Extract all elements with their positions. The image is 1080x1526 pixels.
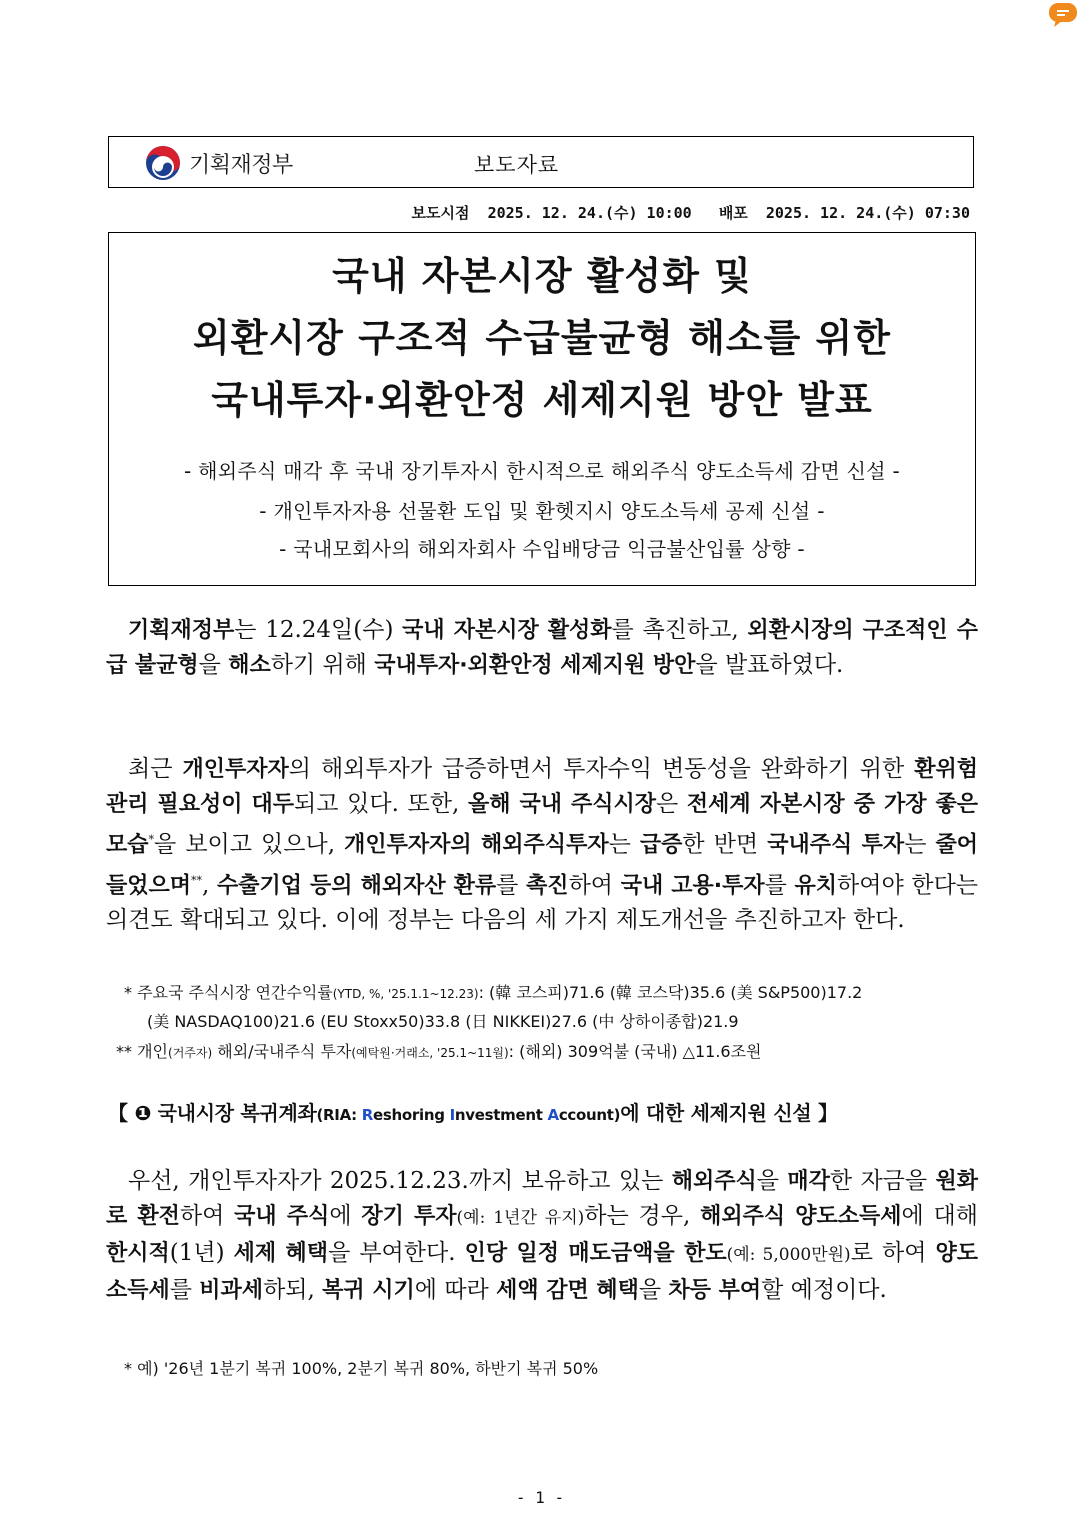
text: 을 발표하였다. xyxy=(695,652,844,678)
title-line-2: 외환시장 구조적 수급불균형 해소를 위한 xyxy=(193,316,891,360)
paragraph-background xyxy=(106,752,978,938)
text: 을 부여한다. xyxy=(328,1240,465,1266)
text: 에 xyxy=(329,1203,362,1229)
ministry-logo xyxy=(143,143,293,183)
text: 를 xyxy=(764,872,795,899)
text: 하여 xyxy=(568,872,621,899)
text: 를 촉진하고, xyxy=(611,617,748,643)
text: (거주자) xyxy=(168,1046,213,1060)
text: 를 xyxy=(496,872,527,899)
subtitle-1: - 해외주식 매각 후 국내 장기투자시 한시적으로 해외주식 양도소득세 감면 신설 - xyxy=(183,459,901,483)
bold-text: 급증 xyxy=(639,832,683,858)
text: 한 자금을 xyxy=(829,1168,936,1194)
text: 는 xyxy=(904,831,936,858)
distribution-time: 2025. 12. 24.(수) 07:30 xyxy=(765,204,970,222)
bold-text: 개인투자자 xyxy=(182,757,289,782)
bold-text: 국내 고용·투자 xyxy=(620,873,765,899)
taegeuk-logo-icon xyxy=(143,143,183,183)
footnote-mark: ** xyxy=(191,873,203,887)
text: 은 xyxy=(656,791,687,817)
text: 는 12.24일(수) xyxy=(234,617,403,643)
paragraph-ria xyxy=(106,1164,978,1308)
footnote-1-line-1 xyxy=(124,980,862,1003)
paragraph-intro xyxy=(106,613,978,683)
bold-text: 한시적 xyxy=(106,1241,170,1266)
bold-text: 환위험 관리 필요성이 대두 xyxy=(106,757,978,817)
footnote-mark: ** xyxy=(116,1042,132,1061)
release-time-label: 보도시점 xyxy=(411,204,470,222)
bold-text: 비과세 xyxy=(199,1278,264,1303)
text: 의 해외투자가 급증하면서 투자수익 변동성을 완화하기 위한 xyxy=(288,756,915,782)
text: (YTD, %, '25.1.1~12.23) xyxy=(332,987,479,1001)
text: eshoring xyxy=(373,1106,450,1124)
bold-text: 외환시장의 구조적인 수급 불균형 xyxy=(106,618,978,678)
footnote-mark: * xyxy=(124,1359,132,1378)
section-1-heading xyxy=(108,1097,838,1126)
text: 에 대한 세제지원 신설 】 xyxy=(620,1101,838,1125)
text: 한 반면 xyxy=(682,831,768,858)
text: : (해외) 309억불 (국내) △11.6조원 xyxy=(508,1042,762,1061)
bold-text: 인당 일정 매도금액을 한도 xyxy=(464,1241,727,1266)
text: 로 하여 xyxy=(850,1240,936,1266)
text: A xyxy=(547,1106,559,1124)
text: 을 xyxy=(198,652,229,678)
footnote-1-line-2: (美 NASDAQ100)21.6 (EU Stoxx50)33.8 (日 NIKKEI)27.6 (中 상하이종합)21.9 xyxy=(147,1012,739,1031)
bold-text: 차등 부여 xyxy=(668,1278,762,1303)
bold-text: 장기 투자 xyxy=(361,1204,457,1229)
bold-text: 복귀 시기 xyxy=(322,1278,415,1303)
text: 에 대해 xyxy=(901,1203,978,1229)
release-time: 2025. 12. 24.(수) 10:00 xyxy=(487,204,692,222)
text: 최근 xyxy=(128,756,183,782)
text: (RIA: xyxy=(316,1106,362,1124)
bold-text: 세제 혜택 xyxy=(233,1241,329,1266)
text: R xyxy=(361,1106,374,1124)
text: , xyxy=(202,872,218,899)
press-release-label: 보도자료 xyxy=(474,153,560,177)
text: 을 보이고 있으나, xyxy=(154,831,345,858)
bold-text: 국내투자·외환안정 세제지원 방안 xyxy=(374,653,696,678)
bold-text: 양도소득세 xyxy=(106,1241,978,1303)
footnote-3 xyxy=(124,1356,598,1379)
text: (예: 5,000만원) xyxy=(726,1245,851,1265)
title-box xyxy=(108,232,976,586)
ministry-name: 기획재정부 xyxy=(189,152,293,178)
bold-text: 전세계 자본시장 중 가장 좋은 모습 xyxy=(106,792,978,858)
text: 하여 xyxy=(179,1203,235,1229)
footnote-mark: * xyxy=(148,833,155,846)
text: I xyxy=(449,1106,455,1124)
text: 를 xyxy=(169,1277,200,1303)
text: nvestment xyxy=(454,1106,548,1124)
press-header-box xyxy=(108,136,974,188)
text: 예) '26년 1분기 복귀 100%, 2분기 복귀 80%, 하반기 복귀 50% xyxy=(137,1359,599,1378)
release-time-line xyxy=(412,202,970,223)
text: 할 예정이다. xyxy=(761,1277,887,1303)
bold-text: 해외주식 양도소득세 xyxy=(700,1204,902,1229)
bold-text: 개인투자자의 해외주식투자 xyxy=(344,832,609,858)
bold-text: 매각 xyxy=(787,1169,830,1194)
text: 우선, 개인투자자가 2025.12.23.까지 보유하고 있는 xyxy=(128,1168,672,1194)
bold-text: 수출기업 등의 해외자산 환류 xyxy=(217,873,497,899)
chat-bubble-icon[interactable] xyxy=(1048,2,1078,28)
text: 되고 있다. 또한, xyxy=(294,791,468,817)
text: 하기 위해 xyxy=(270,652,375,678)
bold-text: 국내주식 투자 xyxy=(767,832,905,858)
bold-text: 줄어들었으며 xyxy=(106,832,979,899)
distribution-label: 배포 xyxy=(718,204,748,222)
bold-text: 유치 xyxy=(794,873,838,899)
text: (1년) xyxy=(169,1240,234,1266)
subtitle-3: - 국내모회사의 해외자회사 수입배당금 익금불산입률 상향 - xyxy=(279,537,805,561)
text: 주요국 주식시장 연간수익률 xyxy=(137,983,333,1002)
subtitle-2: - 개인투자자용 선물환 도입 및 환헷지시 양도소득세 공제 신설 - xyxy=(259,499,825,523)
bold-text: 촉진 xyxy=(526,873,569,899)
bold-text: 해외주식 xyxy=(671,1169,757,1194)
text: (예탁원·거래소, '25.1~11월) xyxy=(351,1046,509,1060)
title-line-1: 국내 자본시장 활성화 및 xyxy=(332,254,752,298)
text: 을 xyxy=(638,1277,669,1303)
text: : (韓 코스피)71.6 (韓 코스닥)35.6 (美 S&P500)17.2 xyxy=(478,983,863,1002)
text: (예: 1년간 유지) xyxy=(456,1208,585,1228)
bold-text: 기획재정부 xyxy=(128,618,235,643)
footnote-mark: * xyxy=(124,983,132,1002)
text: 는 xyxy=(608,831,640,858)
bold-text: 국내 주식 xyxy=(234,1204,330,1229)
text: 에 따라 xyxy=(414,1277,497,1303)
bold-text: 해소 xyxy=(228,653,271,678)
title-line-3: 국내투자·외환안정 세제지원 방안 발표 xyxy=(211,378,873,422)
text: ccount) xyxy=(558,1106,621,1124)
text: 하되, xyxy=(263,1277,323,1303)
page-number: - 1 - xyxy=(515,1488,565,1507)
bold-text: 세액 감면 혜택 xyxy=(496,1278,639,1303)
text: 하는 경우, xyxy=(584,1203,701,1229)
text: 하여야 한다는 의견도 확대되고 있다. 이에 정부는 다음의 세 가지 제도개선을 추진하고자 한다. xyxy=(106,872,979,934)
text: 개인 xyxy=(137,1042,169,1061)
text: 【 ❶ 국내시장 복귀계좌 xyxy=(108,1101,317,1125)
footnote-2 xyxy=(116,1039,762,1062)
bold-text: 원화로 환전 xyxy=(106,1169,979,1229)
text: 해외/국내주식 투자 xyxy=(212,1042,352,1061)
text: 을 xyxy=(756,1168,788,1194)
bold-text: 올해 국내 주식시장 xyxy=(467,792,657,817)
bold-text: 국내 자본시장 활성화 xyxy=(402,618,612,643)
